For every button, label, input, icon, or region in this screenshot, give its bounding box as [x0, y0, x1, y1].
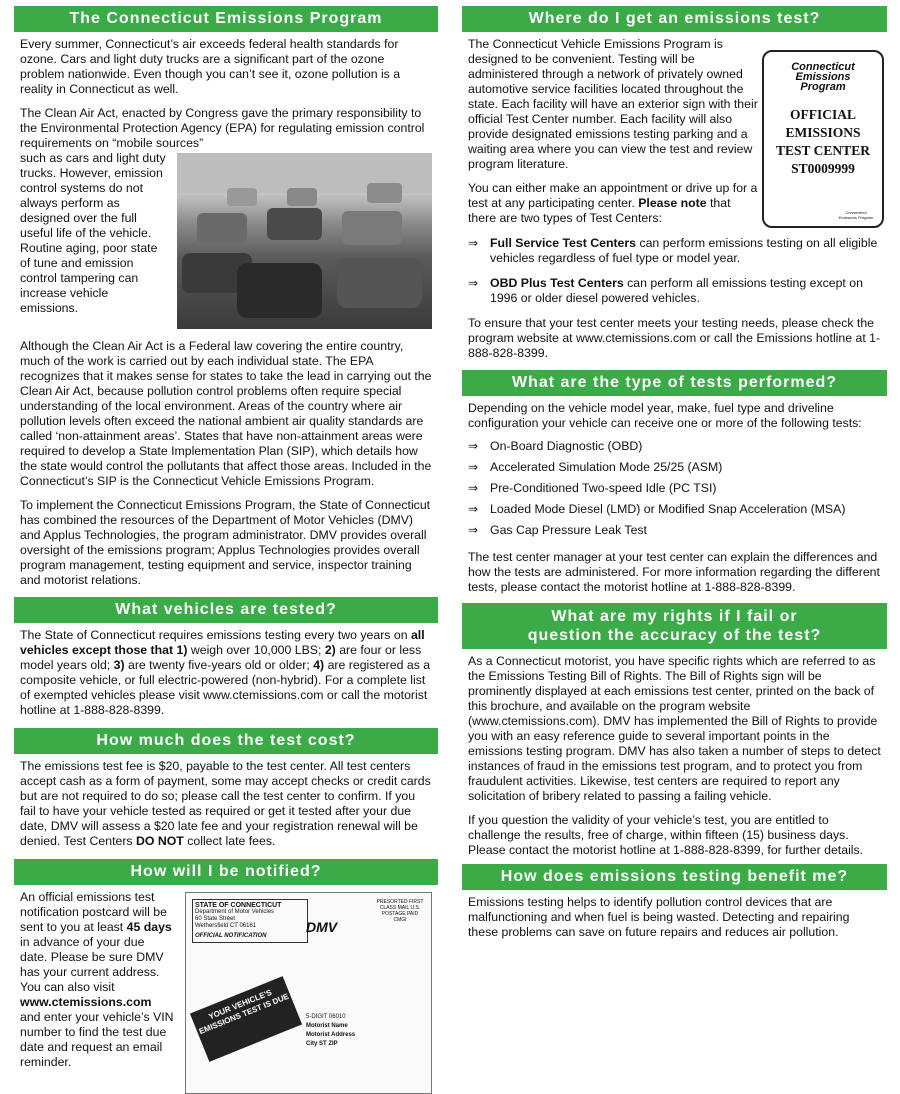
section-heading-program: The Connecticut Emissions Program	[14, 6, 438, 32]
vehicles-bold-4: 4)	[313, 658, 325, 672]
where-text-2a: You can either make an appointment or drive up for a test at any participating center.	[468, 181, 758, 210]
traffic-photo-graphic	[177, 153, 432, 329]
postcard-dept: Department of Motor Vehicles	[195, 909, 275, 915]
postcard-city: City ST ZIP	[306, 1041, 338, 1047]
postcard-state: STATE OF CONNECTICUT	[195, 902, 282, 909]
notified-text-2: in advance of your due date. Please be sure DMV has your current address. You can also visit	[20, 935, 164, 994]
test-item-label: Pre-Conditioned Two-speed Idle (PC TSI)	[490, 481, 717, 495]
section-heading-cost: How much does the test cost?	[14, 728, 438, 754]
rights-paragraph-2: If you question the validity of your vehicle’s test, you are entitled to challenge the results, free of charge, within fifteen (15) business days. Please contact the motorist hotline at 1-888-828-8399, for further details.	[468, 813, 864, 857]
program-paragraph-1: Every summer, Connecticut’s air exceeds federal health standards for ozone. Cars and light duty trucks are a significant part of the ozone problem nationwide. Even though you can’t see it, ozone pollution is a reality in Connecticut as well.	[20, 37, 401, 96]
vehicles-text-1: The State of Connecticut requires emissions testing every two years on	[20, 628, 411, 642]
arrow-icon: ⇒	[468, 481, 479, 495]
program-paragraph-4: To implement the Connecticut Emissions Program, the State of Connecticut has combined the resources of the Department of Motor Vehicles (DMV) and Applus Technologies, the program administrator. DMV provides overall oversight of the emissions program; Applus Technologies provides overall program management, testing equipment and service, inspector training and motorist relations.	[20, 498, 431, 587]
due-stamp-text: YOUR VEHICLE'S EMISSIONS TEST IS DUE	[197, 987, 291, 1037]
test-center-sign	[762, 50, 884, 228]
arrow-icon: ⇒	[468, 276, 479, 290]
dmv-logo: DMV	[306, 919, 338, 935]
test-item	[468, 460, 881, 475]
traffic-photo	[177, 153, 432, 329]
arrow-icon: ⇒	[468, 236, 479, 250]
full-service-text	[490, 236, 887, 266]
cost-paragraph	[20, 759, 432, 849]
cost-text-2: collect late fees.	[183, 834, 276, 848]
cost-text-1: The emissions test fee is $20, payable to the test center. All test centers accept cash as a form of payment, some may accept checks or credit cards but are not required to do so; please call the test center to confirm. If you fail to have your vehicle tested as required or get it tested after your due date, DMV will assess a $20 late fee and your registration renewal will be denied. Test Centers	[20, 759, 431, 848]
sign-logo-line-2: Emissions	[795, 71, 851, 83]
list-item-full-service	[468, 236, 887, 266]
section-heading-benefit: How does emissions testing benefit me?	[462, 864, 887, 890]
obd-plus-label: OBD Plus Test Centers	[490, 276, 624, 290]
obd-plus-text	[490, 276, 887, 306]
vehicles-section	[14, 623, 438, 718]
test-item	[468, 502, 881, 517]
full-service-desc: can perform emissions testing on all eligible vehicles regardless of fuel type or model year.	[490, 236, 878, 265]
notified-bold-1: 45 days	[126, 920, 172, 934]
section-heading-vehicles: What vehicles are tested?	[14, 597, 438, 623]
vehicles-paragraph	[20, 628, 432, 718]
rights-paragraph-1: As a Connecticut motorist, you have specific rights which are referred to as the Emissions Testing Bill of Rights. The Bill of Rights sign will be prominently displayed at each emissions test center, printed on the back of this brochure, and available on the program website (www.ctemissions.com). DMV has implemented the Bill of Rights to provide you with an easy reference guide to several important points in the emissions testing program. DMV has also taken a number of steps to detect instances of fraud in the emissions test program, and to protect you from fraudulent activities. Likewise, test centers are required to report any solicitation of bribery related to passing a failing vehicle.	[468, 654, 881, 803]
where-bold-note: Please note	[638, 196, 707, 210]
rights-heading-line-1: What are my rights if I fail or	[551, 608, 798, 625]
vehicles-text-2: weigh over 10,000 LBS;	[187, 643, 325, 657]
sign-small-logo: Connecticut Emissions Program	[838, 210, 874, 220]
postcard-address: Motorist Address	[306, 1032, 356, 1038]
program-paragraph-3: Although the Clean Air Act is a Federal law covering the entire country, much of the work is carried out by each individual state. The EPA recognizes that it makes sense for states to take the lead in carrying out the Clean Air Act, because pollution control problems often require special understanding of the local environment. Areas of the country where air pollution levels often exceed the national ambient air quality standards are called ‘non-attainment areas’. States that have non-attainment areas were required to develop a State Implementation Plan (SIP), which details how the state would control the pollutants that affect those areas. Included in the Connecticut’s SIP is the Connecticut Vehicle Emissions Program.	[20, 339, 432, 488]
sign-line-4: ST0009999	[791, 161, 855, 176]
arrow-icon: ⇒	[468, 460, 479, 474]
arrow-icon: ⇒	[468, 502, 479, 516]
benefit-paragraph: Emissions testing helps to identify pollution control devices that are malfunctioning and when fuel is being wasted. Detecting and repairing these problems can save on future repairs and reduces air pollution.	[468, 895, 850, 939]
sign-logo	[764, 62, 882, 92]
benefit-section	[462, 890, 887, 940]
where-intro	[468, 37, 758, 226]
sign-main-text	[764, 106, 882, 178]
notified-bold-2: www.ctemissions.com	[20, 995, 152, 1009]
due-stamp	[190, 976, 302, 1062]
postcard-addr2: Wethersfield CT 06161	[195, 923, 257, 929]
sign-line-1: OFFICIAL	[789, 107, 856, 122]
arrow-icon: ⇒	[468, 523, 479, 537]
sign-line-2: EMISSIONS	[785, 125, 861, 140]
types-intro: Depending on the vehicle model year, make, fuel type and driveline configuration your vehicle can receive one or more of the following tests:	[468, 401, 862, 430]
where-text-2c: that there are two types of Test Centers:	[468, 196, 731, 225]
obd-plus-desc: can perform all emissions testing except on 1996 or older diesel powered vehicles.	[490, 276, 863, 305]
vehicles-bold-2: 2)	[324, 643, 336, 657]
arrow-icon: ⇒	[468, 439, 479, 453]
postcard-barcode: 5-DIGIT 06010	[306, 1014, 346, 1020]
section-heading-rights	[462, 603, 887, 649]
types-outro: The test center manager at your test center can explain the differences and how the tests are administered. For more information regarding the different tests, please contact the motorist hotline at 1-888-828-8399.	[468, 550, 880, 594]
vehicles-text-4: are twenty five-years old or older;	[124, 658, 314, 672]
where-paragraph-2	[468, 181, 758, 226]
types-section	[462, 396, 887, 595]
postcard-name: Motorist Name	[306, 1023, 348, 1029]
vehicles-bold-3: 3)	[113, 658, 125, 672]
list-item-obd-plus	[468, 276, 887, 306]
program-paragraph-2a: The Clean Air Act, enacted by Congress gave the primary responsibility to the Environmental Protection Agency (EPA) for regulating emission control requirements on “mobile sources”	[20, 106, 425, 150]
vehicles-bold-1: all vehicles except those that 1)	[20, 628, 425, 657]
cost-bold: DO NOT	[135, 834, 184, 848]
sign-line-3: TEST CENTER	[776, 143, 870, 158]
test-item-label: Loaded Mode Diesel (LMD) or Modified Snap Acceleration (MSA)	[490, 502, 846, 516]
test-item	[468, 439, 881, 454]
rights-heading-line-2: question the accuracy of the test?	[527, 627, 822, 644]
notification-postcard	[185, 892, 432, 1094]
section-heading-types: What are the type of tests performed?	[462, 370, 887, 396]
section-heading-notified: How will I be notified?	[14, 859, 438, 885]
rights-section	[462, 649, 887, 858]
program-paragraph-2b: such as cars and light duty trucks. However, emission control systems do not always perform as designed over the full useful life of the vehicle. Routine aging, poor state of tune and emission control tampering can increase vehicle emissions.	[20, 151, 166, 315]
test-item-label: Accelerated Simulation Mode 25/25 (ASM)	[490, 460, 723, 474]
notified-section	[14, 885, 438, 1070]
postcard-presorted: PRESORTED FIRST CLASS MAIL U.S. POSTAGE PAID CMGI	[376, 899, 424, 923]
section-heading-where: Where do I get an emissions test?	[462, 6, 887, 32]
postcard-return-address	[192, 899, 308, 943]
postcard-addr1: 60 State Street	[195, 916, 236, 922]
test-item-label: On-Board Diagnostic (OBD)	[490, 439, 643, 453]
postcard-recipient	[306, 1013, 355, 1049]
where-paragraph-3: To ensure that your test center meets your testing needs, please check the program website at www.ctemissions.com or call the Emissions hotline at 1-888-828-8399.	[468, 316, 881, 360]
sign-logo-line-1: Connecticut	[791, 61, 855, 73]
notified-text-1: An official emissions test notification postcard will be sent to you at least	[20, 890, 167, 934]
notified-text-3: and enter your vehicle’s VIN number to find the test due date and request an email reminder.	[20, 1010, 174, 1069]
full-service-label: Full Service Test Centers	[490, 236, 637, 250]
vehicles-text-3: are four or less model years old;	[20, 643, 422, 672]
postcard-official: OFFICIAL NOTIFICATION	[195, 933, 267, 939]
left-column	[14, 6, 438, 1094]
sign-logo-line-3: Program	[800, 81, 846, 93]
test-item	[468, 523, 881, 538]
program-section	[14, 32, 438, 588]
where-paragraph-1: The Connecticut Vehicle Emissions Program is designed to be convenient. Testing will be administered through a network of privately owned automotive service facilities located throughout the state. Each facility will have an exterior sign with their official Test Center number. Each facility will also provide designated emissions testing parking and a waiting area where you can view the test and review program literature.	[468, 37, 758, 171]
test-item	[468, 481, 881, 496]
cost-section	[14, 754, 438, 849]
test-item-label: Gas Cap Pressure Leak Test	[490, 523, 647, 537]
vehicles-text-5: are registered as a composite vehicle, or full electric-powered (non-hybrid). For a complete list of exempted vehicles please visit www.ctemissions.com or call the motorist hotline at 1-888-828-8399.	[20, 658, 431, 717]
